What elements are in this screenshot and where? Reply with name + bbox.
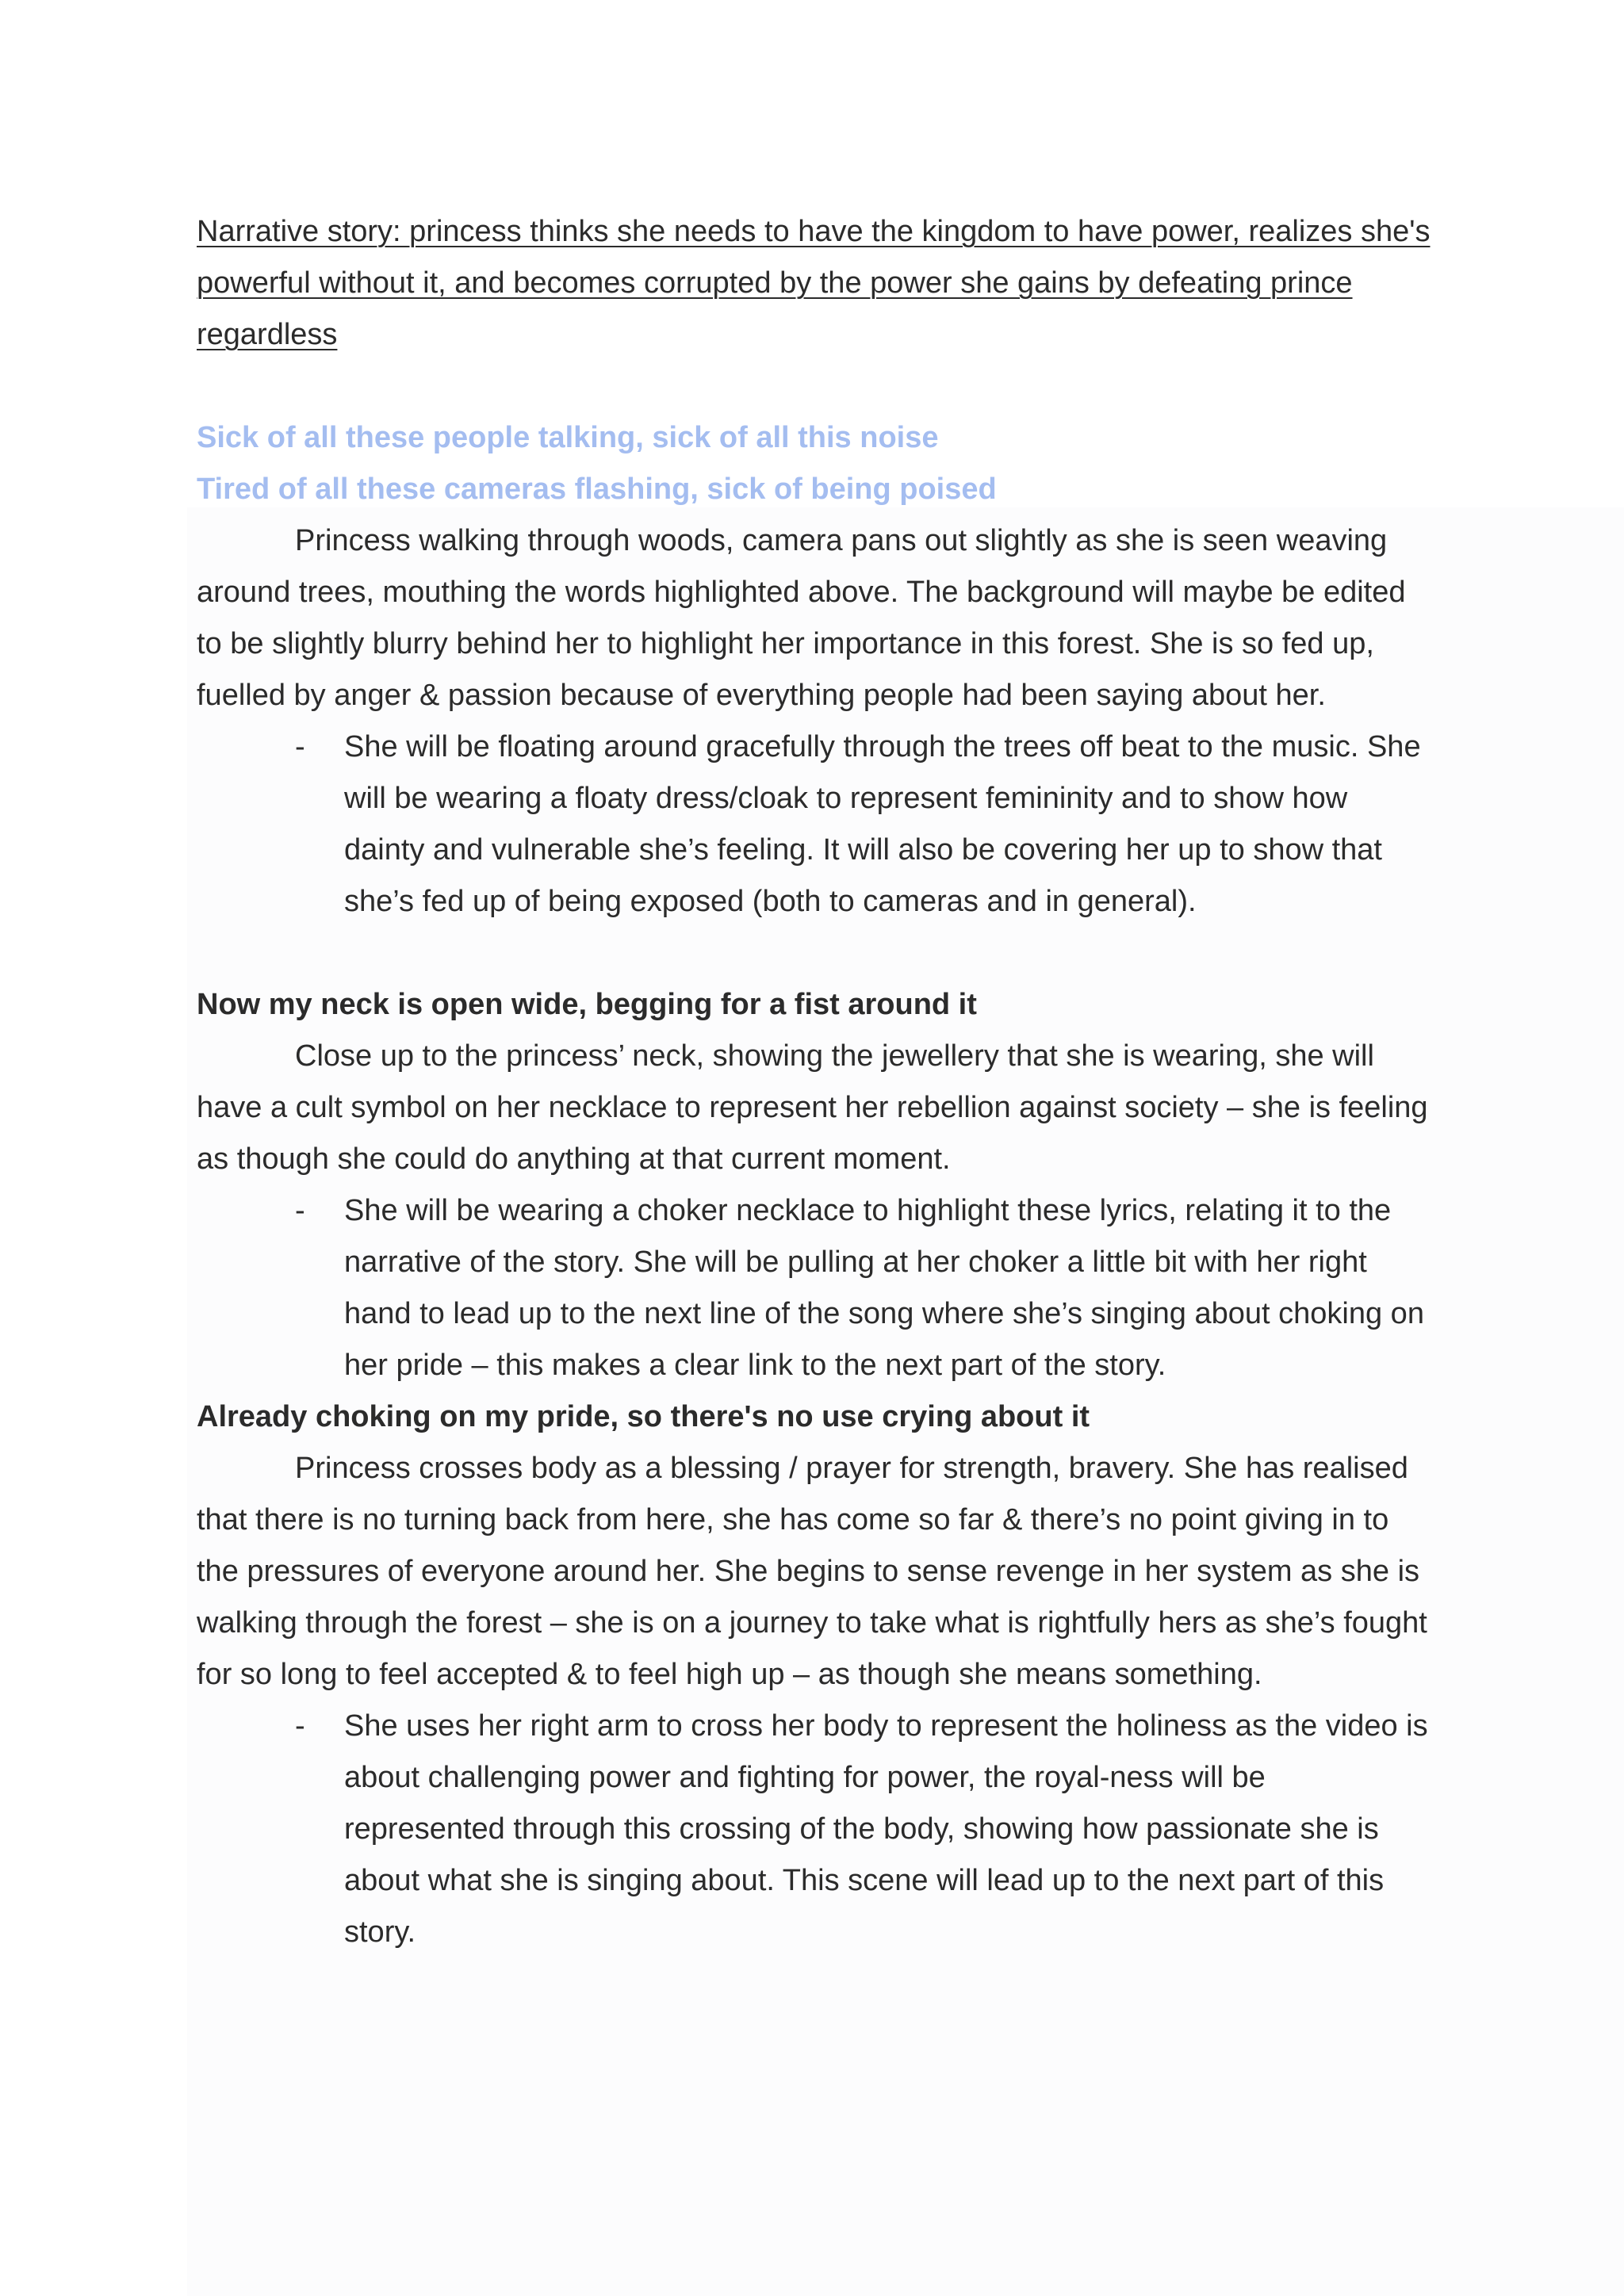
section-3 [197, 1391, 1434, 1958]
bullet-text: She will be wearing a choker necklace to highlight these lyrics, relating it to the narrative of the story. She will be pulling at her choker a little bit with her right hand to lead up to the next line of the song where she’s singing about choking on her pride – this makes a clear link to the next part of the story. [344, 1194, 1424, 1382]
bullet-text: She will be floating around gracefully through the trees off beat to the music. She will be wearing a floaty dress/cloak to represent femininity and to show how dainty and vulnerable she’s feeling. It will also be covering her up to show that she’s fed up of being exposed (both to cameras and in general). [344, 730, 1421, 918]
bullet-item [295, 721, 1434, 928]
lyric-heading: Already choking on my pride, so there's no use crying about it [197, 1400, 1090, 1433]
scene-description: Princess crosses body as a blessing / prayer for strength, bravery. She has realised that there is no turning back from here, she has come so far & there’s no point giving in to the pressures of everyone around her. She begins to sense revenge in her system as she is walking through the forest – she is on a journey to take what is rightfully hers as she’s fought for so long to feel accepted & to feel high up – as though she means something. [197, 1452, 1427, 1691]
narrative-summary: Narrative story: princess thinks she needs to have the kingdom to have power, realizes she's powerful without it, and becomes corrupted by the power she gains by defeating prince regardless [197, 215, 1431, 351]
section-1 [197, 412, 1434, 928]
bullet-dash: - [295, 730, 305, 763]
section-2 [197, 979, 1434, 1391]
document-body [197, 206, 1434, 1958]
spacer [197, 361, 1434, 412]
spacer [197, 928, 1434, 979]
bullet-text: She uses her right arm to cross her body to represent the holiness as the video is about challenging power and fighting for power, the royal-ness will be represented through this crossing of the body, showing how passionate she is about what she is singing about. This scene will lead up to the next part of this story. [344, 1709, 1428, 1949]
scene-description: Close up to the princess’ neck, showing the jewellery that she is wearing, she will have a cult symbol on her necklace to represent her rebellion against society – she is feeling as though she could do anything at that current moment. [197, 1039, 1428, 1176]
lyric-line-2: Tired of all these cameras flashing, sick of being poised [197, 473, 997, 506]
bullet-dash: - [295, 1194, 305, 1227]
bullet-item [295, 1185, 1434, 1391]
lyric-line-1: Sick of all these people talking, sick of all this noise [197, 421, 939, 454]
bullet-item [295, 1701, 1434, 1958]
scene-description: Princess walking through woods, camera pans out slightly as she is seen weaving around trees, mouthing the words highlighted above. The background will maybe be edited to be slightly blurry behind her to highlight her importance in this forest. She is so fed up, fuelled by anger & passion because of everything people had been saying about her. [197, 524, 1406, 712]
lyric-heading: Now my neck is open wide, begging for a fist around it [197, 988, 977, 1021]
bullet-dash: - [295, 1709, 305, 1743]
